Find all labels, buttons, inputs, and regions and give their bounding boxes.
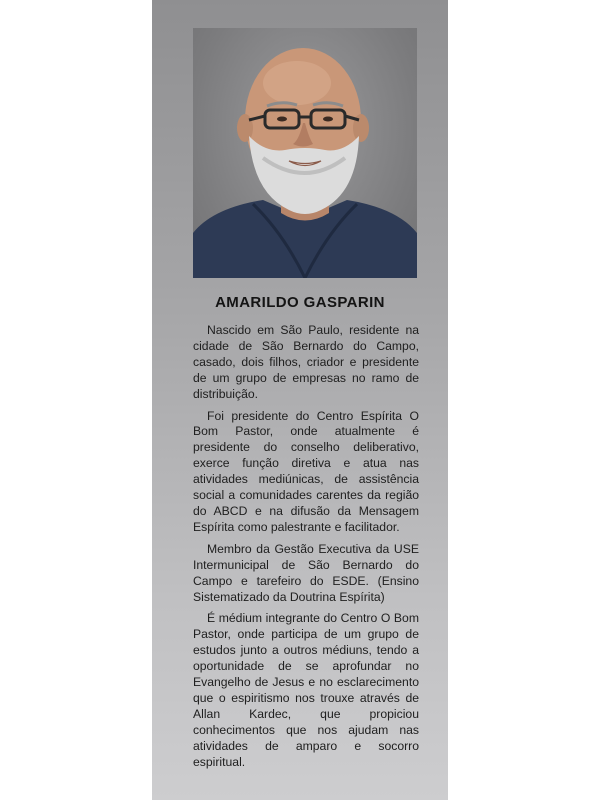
portrait-photo: [193, 28, 417, 278]
bio-paragraph-2: Foi presidente do Centro Espírita O Bom Pastor, onde atualmente é presidente do conselho deliberativo, exerce função diretiva e atua nas atividades mediúnicas, de assistência social a comunidades carentes da região do ABCD e na difusão da Mensagem Espírita como palestrante e facilitador.: [193, 408, 419, 534]
bio-paragraph-4: É médium integrante do Centro O Bom Pastor, onde participa de um grupo de estudos junto a outros médiuns, tendo a oportunidade de se aprofundar no Evangelho de Jesus e no esclarecimento que o espiritismo nos trouxe através de Allan Kardec, que propiciou conhecimentos que nos ajudam nas atividades de amparo e socorro espiritual.: [193, 611, 419, 769]
biography-text: [193, 323, 419, 776]
bio-paragraph-1: Nascido em São Paulo, residente na cidade de São Bernardo do Campo, casado, dois filhos, criador e presidente de um grupo de empresas no ramo de distribuição.: [193, 323, 419, 401]
bio-paragraph-3: Membro da Gestão Executiva da USE Intermunicipal de São Bernardo do Campo e tarefeiro do ESDE. (Ensino Sistematizado da Doutrina Espírita): [193, 541, 419, 604]
person-name: AMARILDO GASPARIN: [215, 294, 385, 311]
